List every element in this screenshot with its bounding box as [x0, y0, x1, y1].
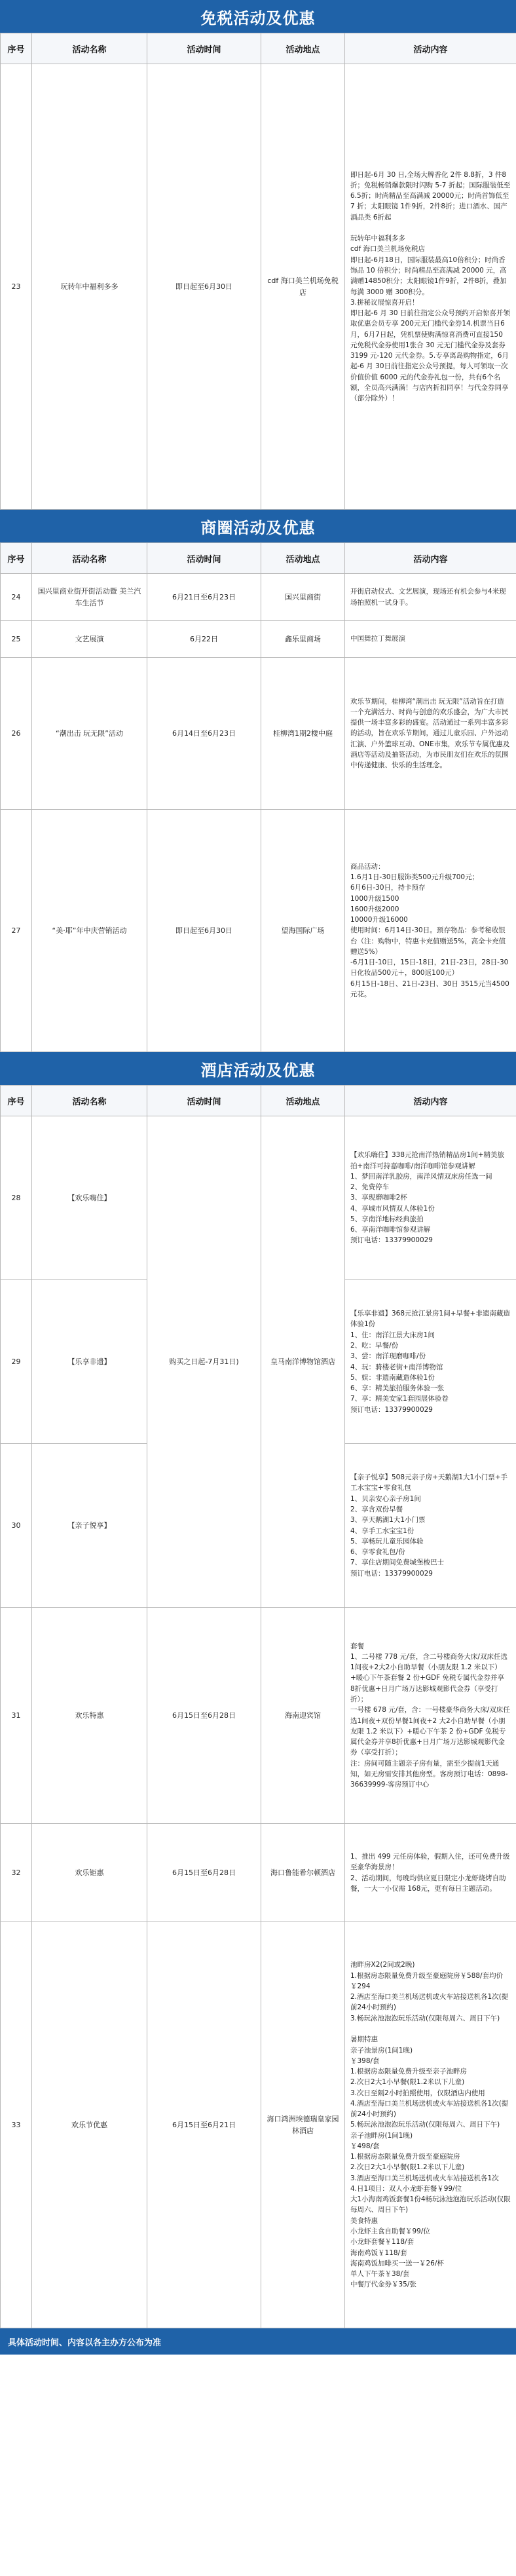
- row-place: 海口鲁能希尔顿酒店: [261, 1824, 345, 1922]
- row-time: 6月14日至6月23日: [147, 658, 261, 810]
- dutyfree-table: [0, 33, 516, 510]
- row-content: 中国舞拉丁舞展演: [345, 621, 516, 658]
- header-no: 序号: [1, 1086, 32, 1116]
- row-place: 望海国际广场: [261, 810, 345, 1052]
- table-row: [1, 810, 516, 1052]
- table-row: [1, 1116, 516, 1280]
- row-no: 27: [1, 810, 32, 1052]
- header-name: 活动名称: [32, 1086, 147, 1116]
- section-title: 酒店活动及优惠: [200, 1061, 316, 1080]
- header-content: 活动内容: [345, 1086, 516, 1116]
- table-row: [1, 1608, 516, 1824]
- row-place: 皇马南洋博物馆酒店: [261, 1116, 345, 1608]
- row-content: 池畔房X2(2间或2晚) 1.根据房态限量免费升级至豪庭院房￥588/套均价￥294 2.酒店至海口美兰机场送机或火车站接送机各1次(提前24小时预约) 3.畅玩泳池泡泡玩乐活动(仅限每周六、周日下午) 暑期特惠 亲子池景房(1间1晚) ￥398/套 1.根据房态限量免费升级至亲子池畔房 2.次日2大1小早餐(限1.2米以下儿童) 3.次日至隔2小时拍照使用，仅限酒店内使用 4.酒店至海口美兰机场送机或火车站接送机各1次(提前24小时预约) 5.畅玩泳池泡泡玩乐活动(仅限每周六、周日下午) 亲子池畔房(1间1晚) ￥498/套 1.根据房态限量免费升级至豪庭院房 2.次日2大1小早餐(限1.2米以下儿童) 3.酒店至海口美兰机场送机或火车站接送机各1次 4.日1项目：双人小龙虾套餐￥99/位 大1小海南鸡饭套餐1份4畅玩泳池泡泡玩乐活动(仅限每周六、周日下午) 美食特惠 小龙虾主食自助餐￥99/位 小龙虾套餐￥118/套 海南鸡饭￥118/套 海南鸡饭加啡买一送一￥26/杯 单人下午茶￥38/套 中餐厅代金券￥35/张: [345, 1922, 516, 2328]
- header-time: 活动时间: [147, 33, 261, 64]
- row-no: 24: [1, 574, 32, 621]
- table-row: [1, 658, 516, 810]
- row-no: 29: [1, 1280, 32, 1444]
- row-content: 欢乐节期间，桂柳湾“潮出击 玩无限”活动旨在打造一个充满活力、时尚与创意的欢乐盛会，为广大市民提供一场丰富多彩的盛宴。活动通过一系列丰富多彩的活动，旨在欢乐节期间，通过儿童乐园、户外运动汇演、户外篮球互动、ONE市集，欢乐节专属优惠及酒店等活动及抽签活动，为市民朋友们在欢乐的氛围中传递健康、快乐的生活理念。: [345, 658, 516, 810]
- row-no: 30: [1, 1444, 32, 1608]
- row-name: 玩转年中福利多多: [32, 64, 147, 510]
- row-content: 开街启动仪式、文艺展演，现场还有机会参与4米现场拍照机一试身手。: [345, 574, 516, 621]
- header-no: 序号: [1, 543, 32, 574]
- row-name: 欢乐特惠: [32, 1608, 147, 1824]
- row-no: 31: [1, 1608, 32, 1824]
- row-no: 28: [1, 1116, 32, 1280]
- row-time: 6月15日至6月21日: [147, 1922, 261, 2328]
- row-content: 套餐 1、二号楼 778 元/套，含二号楼商务大床/双床任选1间夜+2大2小自助早餐（小朋友限 1.2 米以下）+暖心下午茶套餐 2 份+GDF 免税专属代金券并享 8折优惠+日月广场万达影城观影代金券（享受打折）； 一号楼 678 元/套，含：一号楼豪华商务大床/双床任选1间夜+双份早餐1间夜+2 大2小自助早餐（小朋友限 1.2 米以下）+暖心下午茶 2 份+GDF 免税专属代金券并享8折优惠+日月广场万达影城观影代金券（享受打折）； 注：房间可随主题亲子房有量，需至少提前1天通知，如无房需安排其他房型。客房预订电话：0898-36639999-客房预订中心: [345, 1608, 516, 1824]
- table-header-row: [1, 1086, 516, 1116]
- header-name: 活动名称: [32, 33, 147, 64]
- table-header-row: [1, 33, 516, 64]
- row-time: 6月15日至6月28日: [147, 1824, 261, 1922]
- row-place: 海口鸿洲埃德瑞皇家园林酒店: [261, 1922, 345, 2328]
- hotel-table: [0, 1085, 516, 2328]
- row-name: 欢乐节优惠: [32, 1922, 147, 2328]
- row-name: “潮出击 玩无限”活动: [32, 658, 147, 810]
- row-name: 【乐享非遗】: [32, 1280, 147, 1444]
- row-content: 【乐享非遗】368元抢江景房1间+早餐+非遗南藏造体验1份 1、住：南洋江景大床房1间 2、吃：早餐/份 3、尝：南洋现磨咖啡/份 4、玩：骑楼老街+南洋博物馆 5、娱：非遗南藏造体验1份 6、享：精美旅拍服务体验一张 7、享：精美安家1套园展体验卷 预订电话：13379900029: [345, 1280, 516, 1444]
- row-no: 26: [1, 658, 32, 810]
- row-no: 25: [1, 621, 32, 658]
- row-name: 国兴里商业街开街活动暨 美兰汽车生活节: [32, 574, 147, 621]
- table-header-row: [1, 543, 516, 574]
- row-no: 23: [1, 64, 32, 510]
- row-place: 鑫乐里商场: [261, 621, 345, 658]
- table-row: [1, 64, 516, 510]
- row-content: 【亲子悦享】508元亲子房+天鹅湖1大1小门票+手工水宝宝+零食礼包 1、贝亲安心亲子房1间 2、享含双份早餐 3、享天鹅湖1大1小门票 4、享手工水宝宝1份 5、享畅玩儿童乐园体验 6、享零食礼包/份 7、享住店期间免费城堡梭巴士 预订电话：13379900029: [345, 1444, 516, 1608]
- header-time: 活动时间: [147, 543, 261, 574]
- section-title: 商圈活动及优惠: [200, 518, 316, 537]
- row-time: 购买之日起-7月31日): [147, 1116, 261, 1608]
- row-no: 33: [1, 1922, 32, 2328]
- header-content: 活动内容: [345, 543, 516, 574]
- section-header-hotel: [0, 1052, 516, 1085]
- table-row: [1, 1824, 516, 1922]
- row-name: 文艺展演: [32, 621, 147, 658]
- row-content: 即日起-6月 30 日,全场大牌香化 2件 8.8折，3 件8折；免税畅销爆款限时闪购 5-7 折起；国际服装低至6.5折；时尚精品至高满减 20000元；时尚首饰低至 7 折；太阳眼镜 1件9折，2件8折；进口酒水、国产酒品类 6折起 玩转年中福利多多 cdf 海口美兰机场免税店 即日起-6月18日，国际服装最高10倍积分；时尚香饰品 10 倍积分；时尚精品至高满减 20000 元，高满赠14850积分；太阳眼镜1件9折，2件8折，叠加每满 3000 赠 300积分。 3.拼秘议展惊喜开启！ 即日起-6 月 30 日前往指定公众号预约开启惊喜并领取优惠会员专享 200元无门槛代金券14.机票当日6月，6月7日起，凭机票使购满惊喜消费可直接150 元免税代金券使用1张合 30 元无门槛代金券及套券 3199 元-120 元代金券。5.专享离岛购物指定，6月起-6 月 30日前往指定公众号预提，每人可领取一次价值价值 6000 元的代金券礼包一份，共有6个名额，全员高兴满满！与店内折扣同享！与代金券同享（部分除外）！: [345, 64, 516, 510]
- row-place: cdf 海口美兰机场免税店: [261, 64, 345, 510]
- row-content: 【欢乐嗨住】338元抢南洋热销精品房1间+精美旅拍+南洋可持嘉咖啡/南洋咖啡馆参观讲解 1、梦回南洋乳胶房，南洋风情双床房任选一间 2、免费停车 3、享现磨咖啡2杯 4、享城市风情双人体验1份 5、享南洋地标经典旅拍 6、享南洋咖啡馆参观讲解 预订电话：13379900029: [345, 1116, 516, 1280]
- row-time: 即日起至6月30日: [147, 810, 261, 1052]
- header-time: 活动时间: [147, 1086, 261, 1116]
- footer-note: [0, 2328, 516, 2355]
- section-header-mall: [0, 510, 516, 542]
- table-row: [1, 1922, 516, 2328]
- header-place: 活动地点: [261, 33, 345, 64]
- row-place: 国兴里商街: [261, 574, 345, 621]
- header-no: 序号: [1, 33, 32, 64]
- table-row: [1, 574, 516, 621]
- row-time: 6月15日至6月28日: [147, 1608, 261, 1824]
- row-no: 32: [1, 1824, 32, 1922]
- row-time: 6月21日至6月23日: [147, 574, 261, 621]
- row-name: 【欢乐嗨住】: [32, 1116, 147, 1280]
- header-content: 活动内容: [345, 33, 516, 64]
- row-time: 即日起至6月30日: [147, 64, 261, 510]
- row-name: 欢乐钜惠: [32, 1824, 147, 1922]
- row-place: 海南迎宾馆: [261, 1608, 345, 1824]
- mall-table: [0, 542, 516, 1052]
- row-time: 6月22日: [147, 621, 261, 658]
- section-title: 免税活动及优惠: [200, 9, 316, 28]
- row-name: “美·耶”年中庆营销活动: [32, 810, 147, 1052]
- row-place: 桂柳湾1期2楼中庭: [261, 658, 345, 810]
- table-row: [1, 621, 516, 658]
- header-name: 活动名称: [32, 543, 147, 574]
- row-content: 1、推出 499 元任房体验，假期入住，还可免费升级至豪华海景房！ 2、活动期间，每晚均供应夏日限定小龙虾烧烤自助餐，一大一小仅需 168元，更有每日主题活动。: [345, 1824, 516, 1922]
- footer-text: 具体活动时间、内容以各主办方公布为准: [8, 2338, 162, 2348]
- row-name: 【亲子悦享】: [32, 1444, 147, 1608]
- row-content: 商品活动： 1.6月1日-30日服饰类500元升级700元； 6月6日-30日，持卡预存 1000升级1500 1600升级2000 10000升级16000 使用时间：6月14日-30日。预存物品：参考秘收银台（注：购物中，特惠卡充值赠送5%，高全卡充值赠送5%） -6月1日-10日，15日-18日，21日-23日，28日-30日化妆品500元＋，800返100元） 6月15日-18日、21日-23日、30日 3515元当4500元花。: [345, 810, 516, 1052]
- header-place: 活动地点: [261, 1086, 345, 1116]
- header-place: 活动地点: [261, 543, 345, 574]
- section-header-dutyfree: [0, 0, 516, 33]
